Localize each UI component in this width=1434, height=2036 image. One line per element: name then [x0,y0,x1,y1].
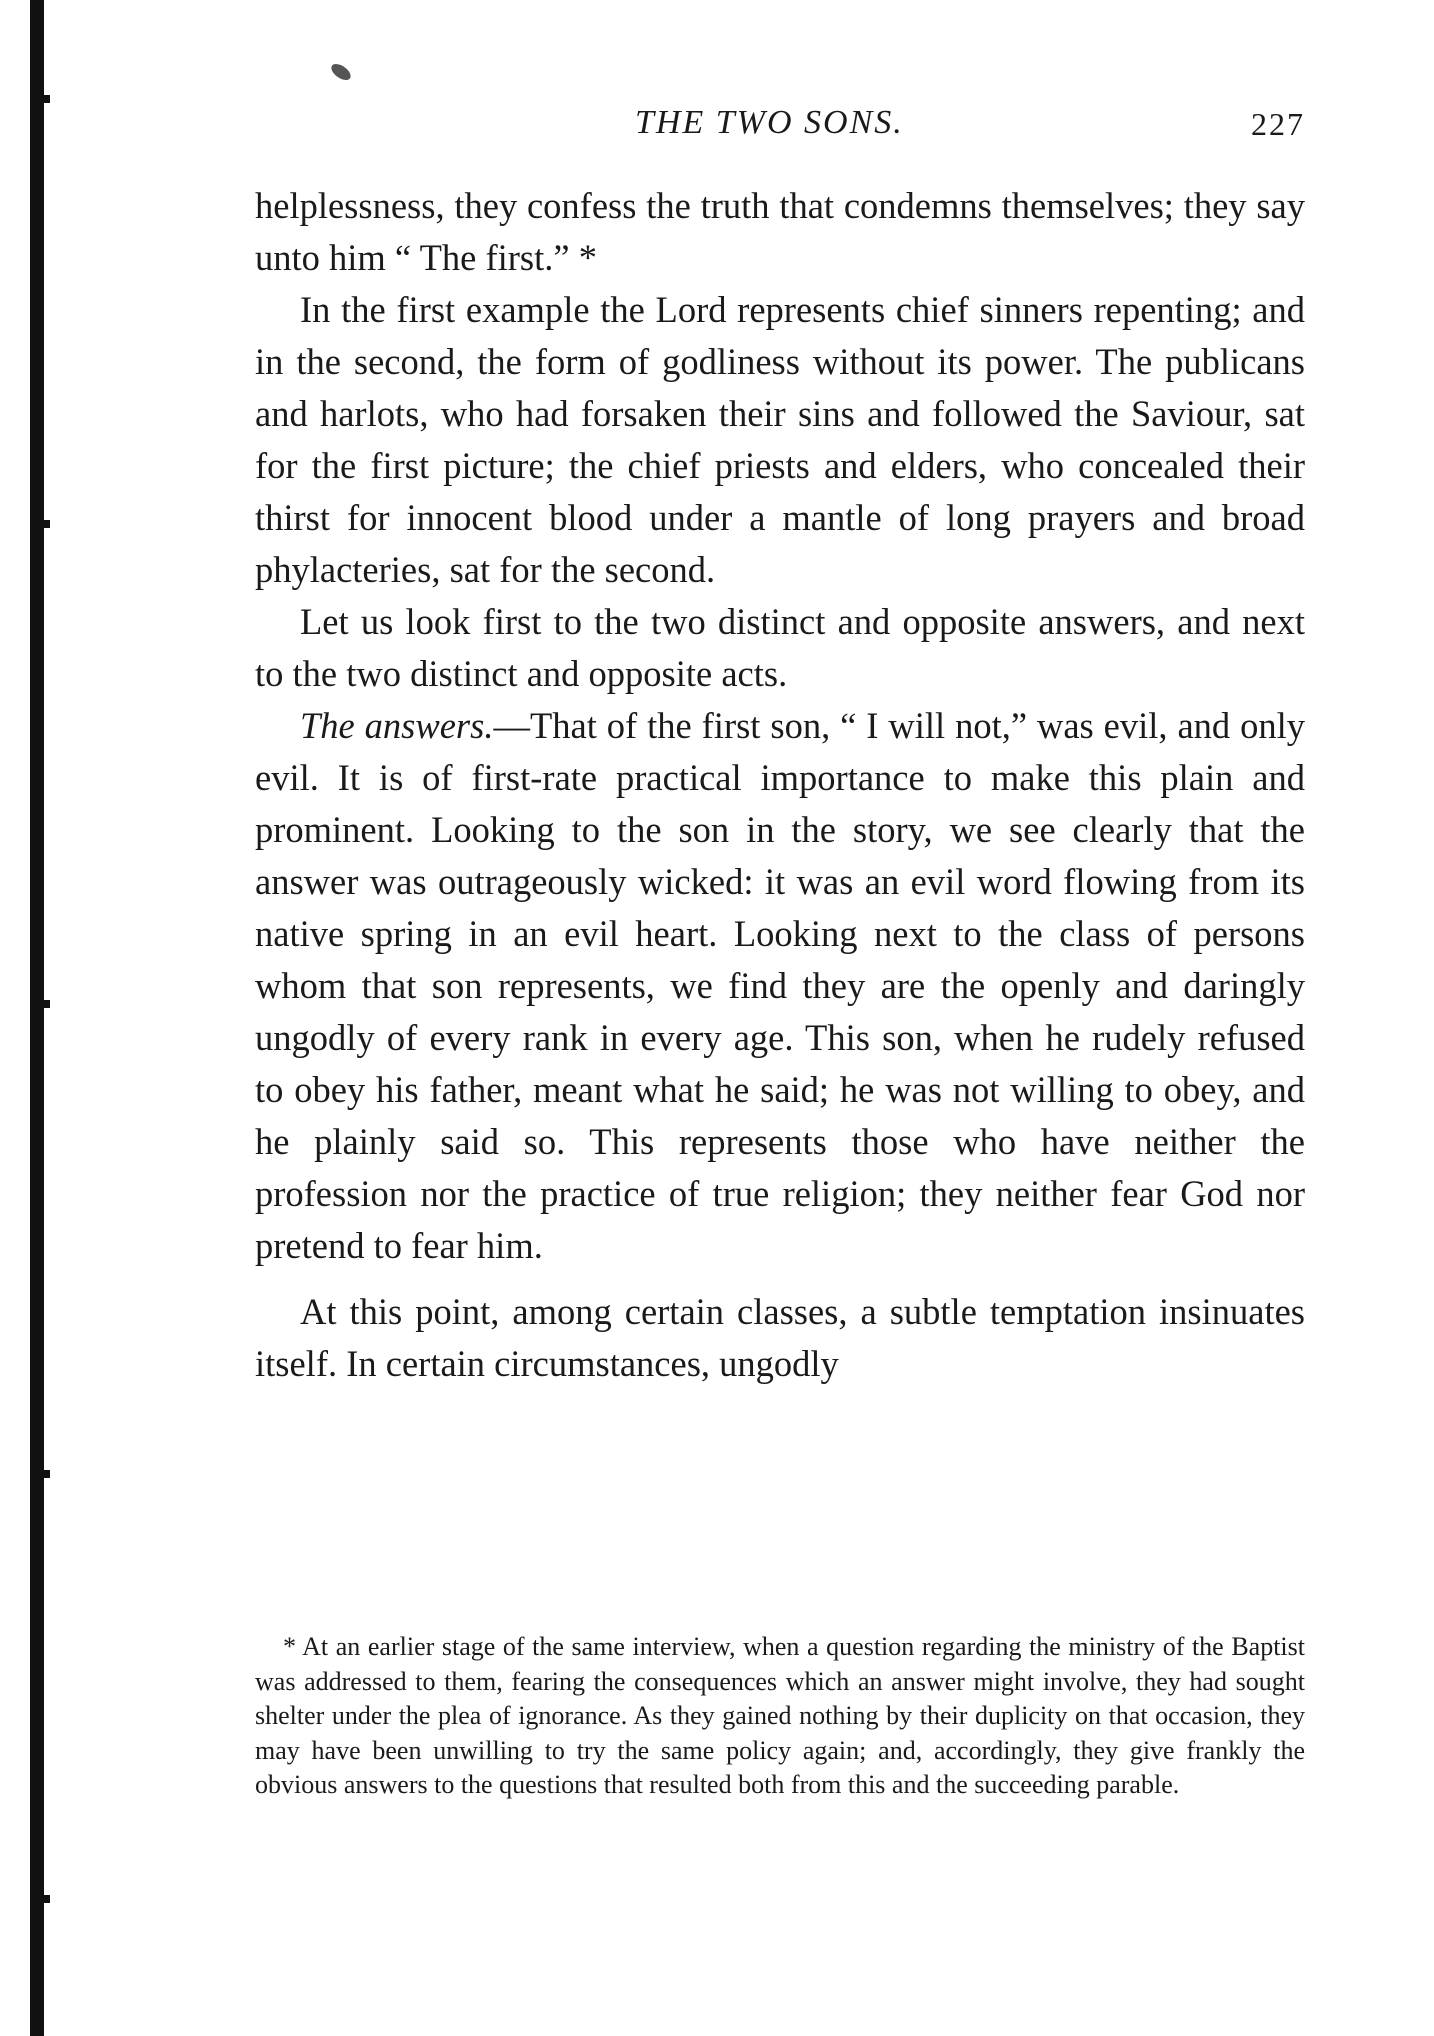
paragraph-4 [255,700,1305,1272]
page-header [255,100,1305,150]
ink-smudge [329,61,354,83]
page-number: 227 [1251,106,1305,142]
paragraph-1: helplessness, they confess the truth that condemns themselves; they say unto him “ The first.” * [255,185,1305,278]
footnote [255,1630,1305,1803]
running-title: THE TWO SONS. [635,104,904,141]
binding-tick [40,520,50,528]
binding-tick [40,1000,50,1008]
paragraph-3: Let us look first to the two distinct and opposite answers, and next to the two distinct and opposite acts. [255,601,1305,694]
paragraph-5: At this point, among certain classes, a subtle temptation insinuates itself. In certain circumstances, ungodly [255,1291,1305,1384]
binding-tick [40,95,50,103]
footnote-text: * At an earlier stage of the same interview, when a question regarding the ministry of the Baptist was addressed to them, fearing the consequences which an answer might involve, they had sought shelter under the plea of ignorance. As they gained nothing by their duplicity on that occasion, they may have been unwilling to try the same policy again; and, accordingly, they give frankly the obvious answers to the questions that resulted both from this and the succeeding parable. [255,1632,1305,1799]
body-text [255,180,1305,1390]
binding-tick [40,1470,50,1478]
paragraph-4-text: —That of the first son, “ I will not,” was evil, and only evil. It is of first-rate practical importance to make this plain and prominent. Looking to the son in the story, we see clearly that the answer was outrageously wicked: it was an evil word flowing from its native spring in an evil heart. Looking next to the class of persons whom that son represents, we find they are the openly and daringly ungodly of every rank in every age. This son, when he rudely refused to obey his father, meant what he said; he was not willing to obey, and he plainly said so. This represents those who have neither the profession nor the practice of true religion; they neither fear God nor pretend to fear him. [255,705,1305,1266]
paragraph-2: In the first example the Lord represents chief sinners repenting; and in the second, the form of godliness without its power. The publicans and harlots, who had forsaken their sins and followed the Saviour, sat for the first picture; the chief priests and elders, who concealed their thirst for innocent blood under a mantle of long prayers and broad phylacteries, sat for the second. [255,289,1305,590]
section-lead: The answers. [300,705,494,746]
binding-tick [40,1895,50,1903]
binding-edge [30,0,44,2036]
